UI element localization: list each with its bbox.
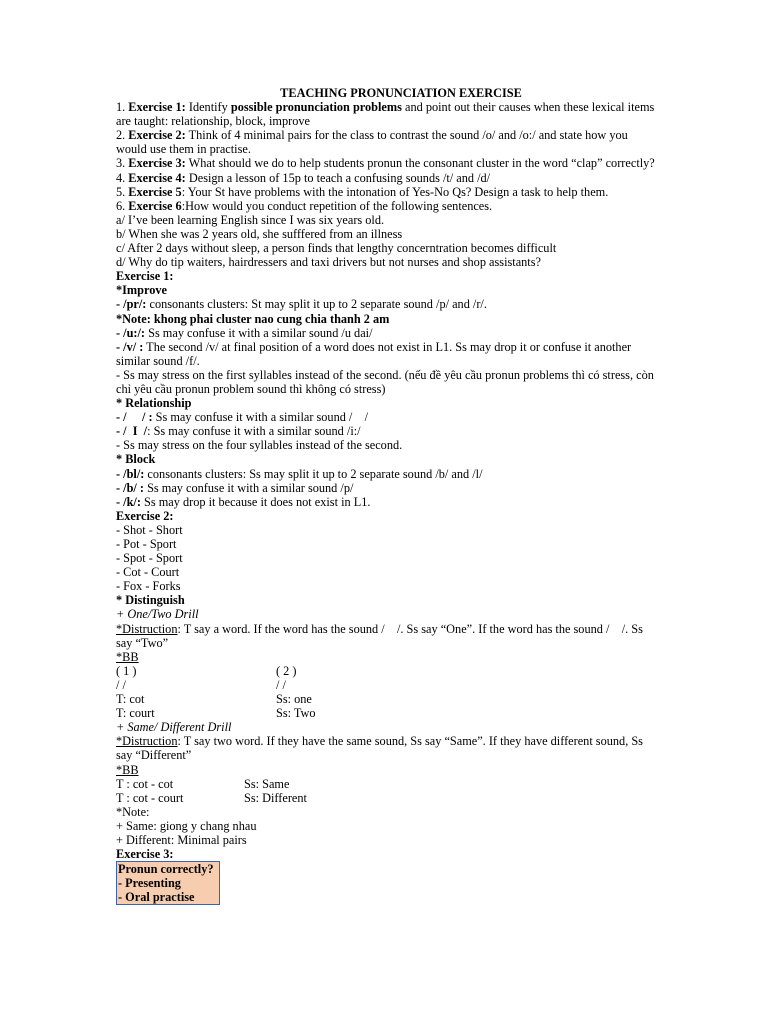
distinguish-heading: * Distinguish (116, 593, 185, 608)
bb-row: / / / / (116, 677, 286, 692)
bb-row: T : cot - court Ss: Different (116, 790, 307, 805)
bb-label-1: *BB (116, 649, 139, 664)
question-6: 6. Exercise 6:How would you conduct repetition of the following sentences. (116, 198, 493, 213)
document-title: TEACHING PRONUNCIATION EXERCISE (280, 86, 522, 100)
question-3: 3. Exercise 3: What should we do to help students pronun the consonant cluster in the word “clap” correctly? (116, 156, 655, 171)
box-line: - Oral practise (118, 890, 195, 905)
block-bl: - /bl/: consonants clusters: Ss may split it up to 2 separate sound /b/ and /l/ (116, 466, 483, 481)
minimal-pair: - Shot - Short (116, 522, 183, 537)
minimal-pair: - Cot - Court (116, 565, 180, 580)
improve-u: - /u:/: Ss may confuse it with a similar sound /u dai/ (116, 325, 373, 340)
question-1: 1. Exercise 1: Identify possible pronunciation problems and point out their causes when these lexical items are taught: relationship, block, improve (116, 100, 658, 129)
relationship-heading: * Relationship (116, 396, 192, 411)
improve-pr: - /pr/: consonants clusters: St may split it up to 2 separate sound /p/ and /r/. (116, 297, 487, 312)
minimal-pair: - Spot - Sport (116, 551, 183, 566)
exercise-1-heading: Exercise 1: (116, 269, 174, 284)
exercise-3-heading: Exercise 3: (116, 847, 174, 862)
drill-one-two: + One/Two Drill (116, 607, 199, 622)
box-line: - Presenting (118, 876, 181, 891)
sentence-b: b/ When she was 2 years old, she sufffered from an illness (116, 226, 403, 241)
question-4: 4. Exercise 4: Design a lesson of 15p to teach a confusing sounds /t/ and /d/ (116, 170, 491, 185)
relationship-sound-2: - / I /: Ss may confuse it with a similar sound /i:/ (116, 424, 361, 439)
document-page (116, 86, 656, 905)
note-heading: *Note: (116, 804, 150, 819)
bb-row: T : cot - cot Ss: Same (116, 776, 290, 791)
distruction-2: *Distruction: T say two word. If they have the same sound, Ss say “Same”. If they have different sound, Ss say “Different” (116, 734, 647, 763)
improve-stress: - Ss may stress on the first syllables instead of the second. (nếu đề yêu cầu pronun problems thì có stress, còn chỉ yêu cầu pronun problem sound thì không có stress) (116, 367, 657, 396)
sentence-a: a/ I’ve been learning English since I was six years old. (116, 212, 385, 227)
exercise-2-heading: Exercise 2: (116, 508, 174, 523)
block-heading: * Block (116, 452, 156, 467)
note-same: + Same: giong y chang nhau (116, 818, 257, 833)
box-line: Pronun correctly? (118, 862, 214, 877)
improve-note: *Note: khong phai cluster nao cung chia thanh 2 am (116, 311, 390, 326)
minimal-pair: - Fox - Forks (116, 579, 181, 594)
block-b: - /b/ : Ss may confuse it with a similar sound /p/ (116, 480, 354, 495)
improve-v: - /v/ : The second /v/ at final position of a word does not exist in L1. Ss may drop it or confuse it another similar sound /f/. (116, 339, 635, 368)
note-different: + Different: Minimal pairs (116, 832, 247, 847)
block-k: - /k/: Ss may drop it because it does not exist in L1. (116, 494, 371, 509)
highlight-box (116, 861, 220, 905)
sentence-d: d/ Why do tip waiters, hairdressers and taxi drivers but not nurses and shop assistants? (116, 255, 541, 270)
improve-heading: *Improve (116, 283, 168, 298)
drill-same-different: + Same/ Different Drill (116, 720, 232, 735)
minimal-pair: - Pot - Sport (116, 537, 177, 551)
sentence-c: c/ After 2 days without sleep, a person finds that lengthy concerntration becomes difficult (116, 241, 557, 256)
relationship-sound-1: - / / : Ss may confuse it with a similar sound / / (116, 410, 369, 425)
bb-label-2: *BB (116, 762, 139, 777)
question-2: 2. Exercise 2: Think of 4 minimal pairs for the class to contrast the sound /o/ and /o:/ and state how you would use them in practise. (116, 128, 631, 157)
distruction-1: *Distruction: T say a word. If the word has the sound / /. Ss say “One”. If the word has the sound / /. Ss say “Two” (116, 621, 646, 650)
bb-row: T: cot Ss: one (116, 692, 312, 707)
question-5: 5. Exercise 5: Your St have problems with the intonation of Yes-No Qs? Design a task to help them. (116, 184, 609, 199)
bb-row: ( 1 ) ( 2 ) (116, 663, 297, 678)
bb-row: T: court Ss: Two (116, 706, 316, 721)
relationship-stress: - Ss may stress on the four syllables instead of the second. (116, 438, 403, 453)
